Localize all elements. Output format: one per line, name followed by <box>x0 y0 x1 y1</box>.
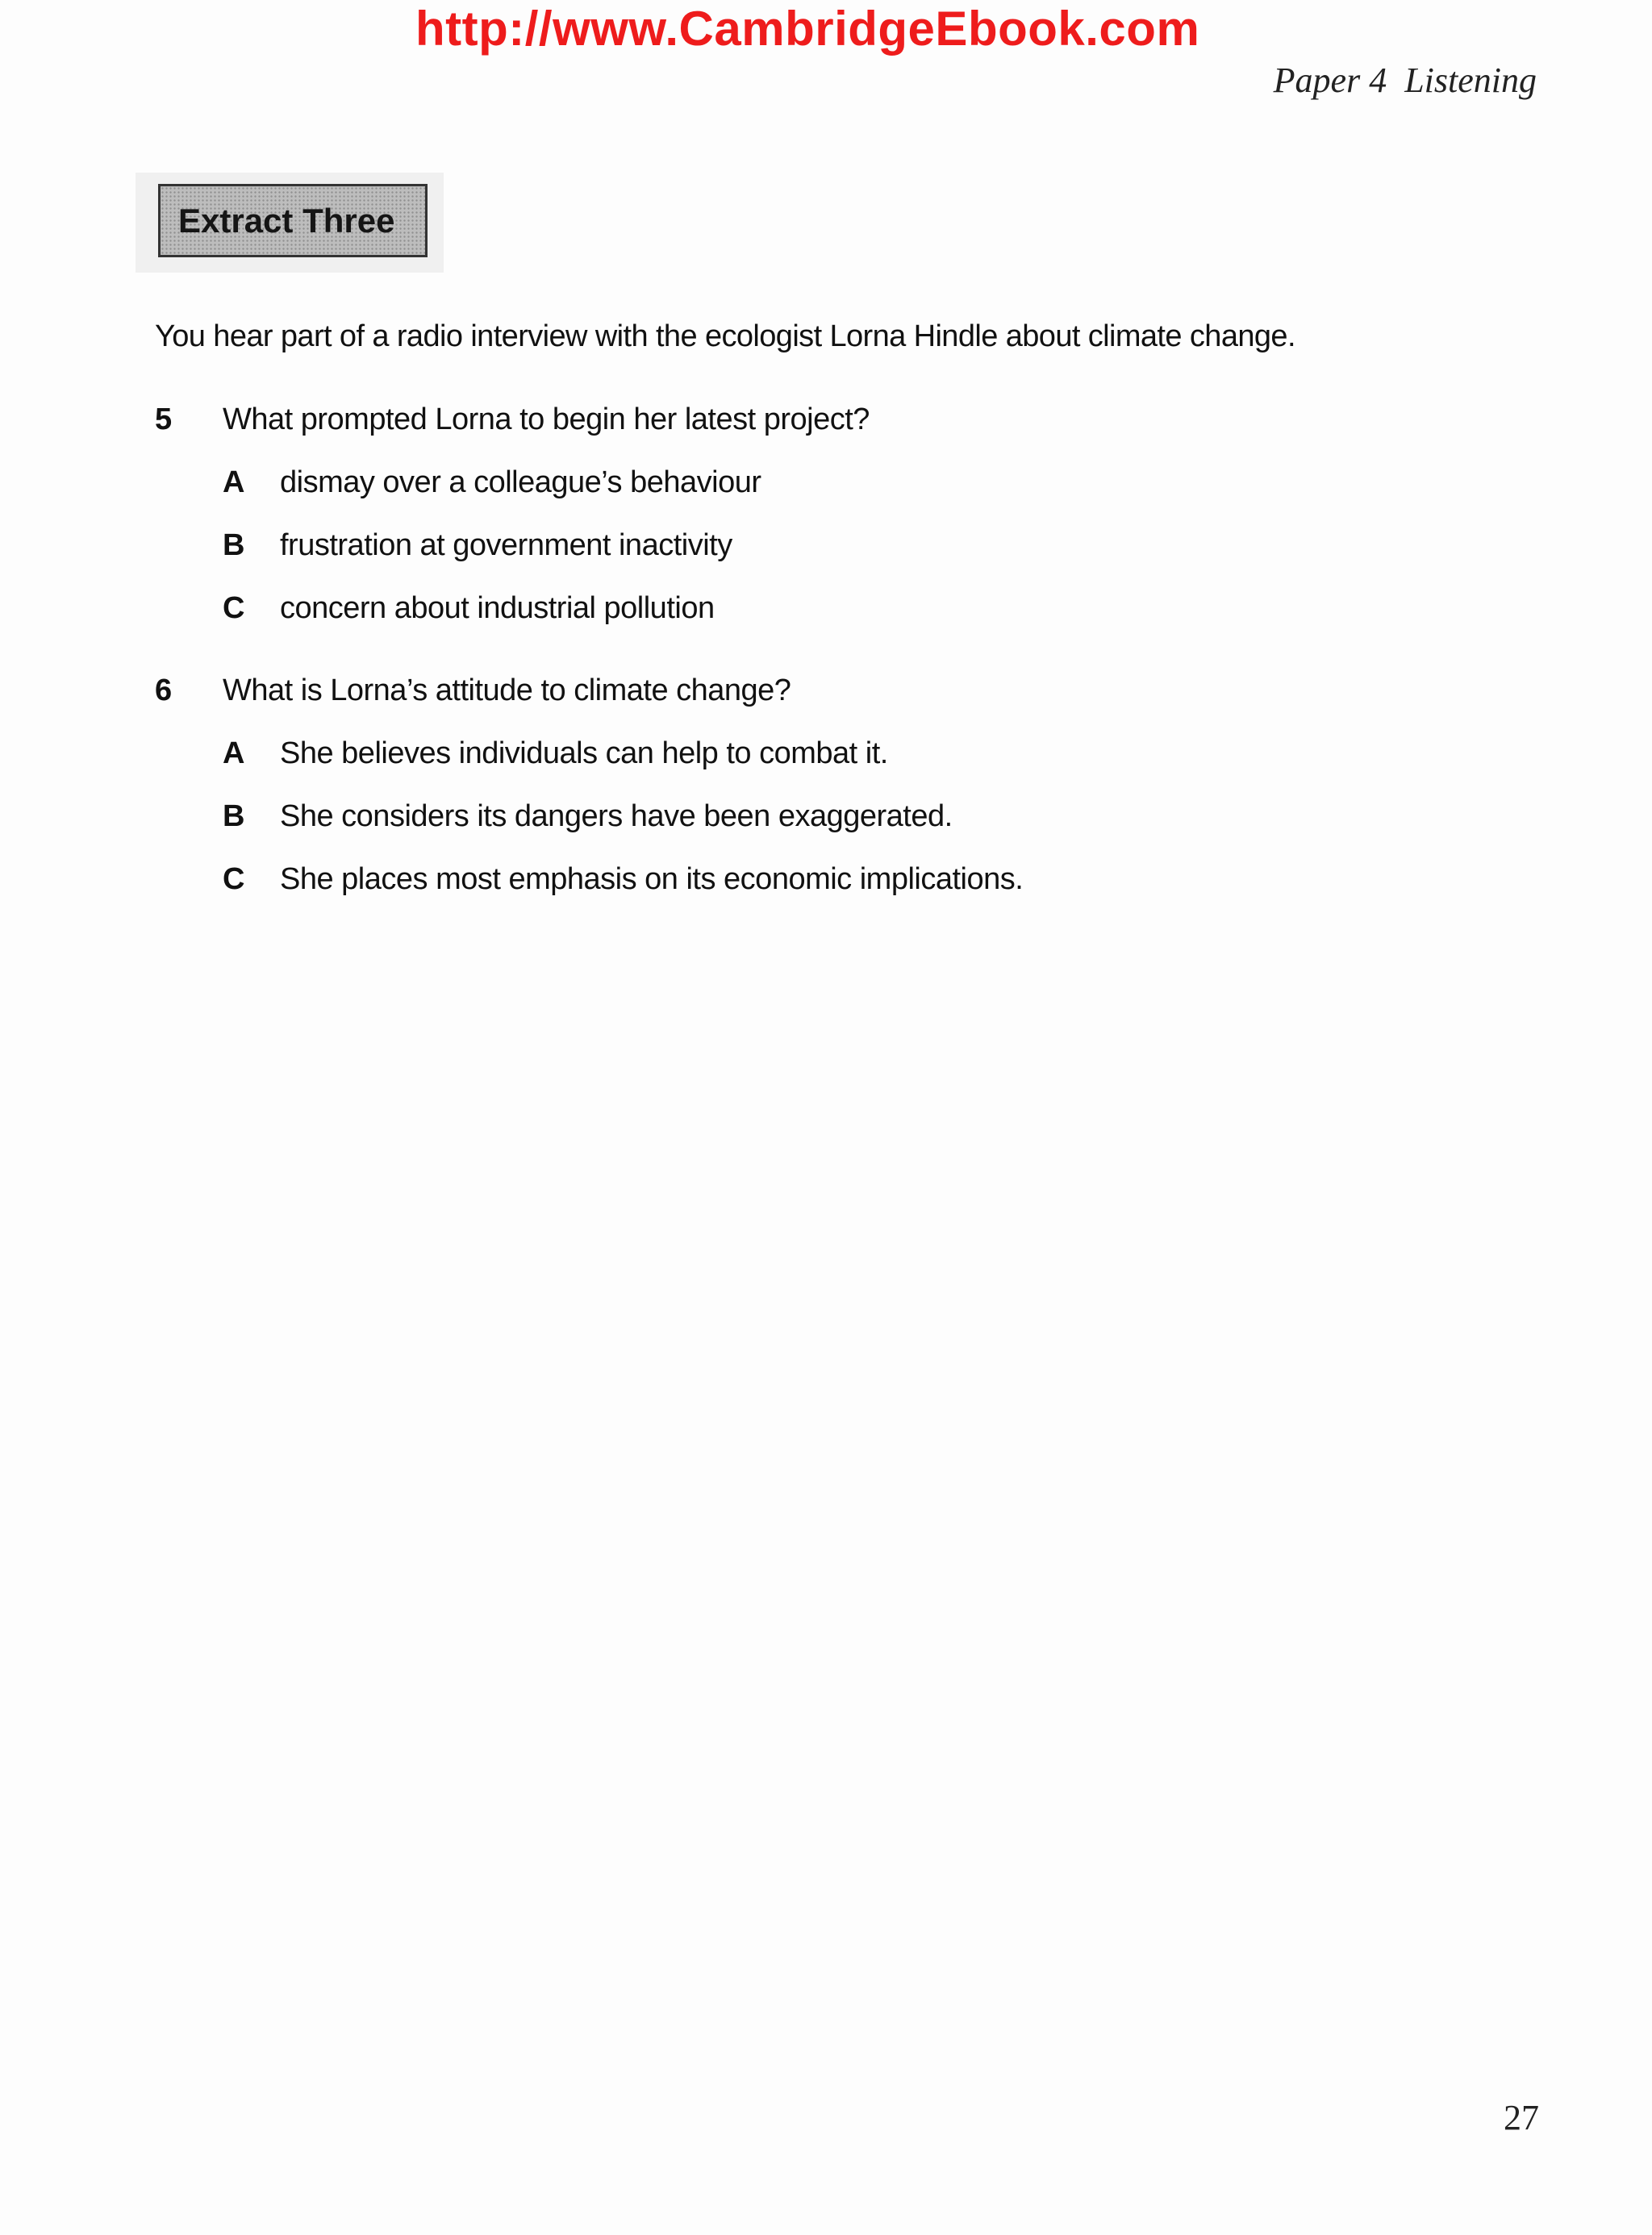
question-5 <box>155 398 1526 630</box>
option-text: concern about industrial pollution <box>280 591 715 625</box>
option-letter: C <box>223 862 244 896</box>
option-text: frustration at government inactivity <box>280 528 732 562</box>
question-6 <box>155 669 1526 901</box>
question-text: What is Lorna’s attitude to climate change? <box>223 673 791 707</box>
watermark-url: http://www.CambridgeEbook.com <box>415 2 1200 56</box>
option-c[interactable] <box>155 857 1526 901</box>
option-text: She believes individuals can help to combat it. <box>280 736 888 770</box>
section-label: Listening <box>1404 60 1537 100</box>
extract-intro: You hear part of a radio interview with the ecologist Lorna Hindle about climate change. <box>155 319 1295 353</box>
option-letter: B <box>223 528 244 562</box>
page-number: 27 <box>1504 2098 1539 2137</box>
option-b[interactable] <box>155 794 1526 838</box>
option-letter: A <box>223 736 244 770</box>
option-c[interactable] <box>155 586 1526 630</box>
option-letter: C <box>223 591 244 625</box>
paper-label: Paper 4 <box>1273 60 1387 100</box>
question-stem <box>155 398 1526 441</box>
option-b[interactable] <box>155 523 1526 567</box>
option-a[interactable] <box>155 461 1526 504</box>
extract-heading: Extract Three <box>158 184 428 257</box>
extract-heading-panel <box>136 173 444 273</box>
option-text: She places most emphasis on its economic implications. <box>280 862 1024 896</box>
question-number: 5 <box>155 402 172 436</box>
option-text: dismay over a colleague’s behaviour <box>280 465 761 499</box>
question-text: What prompted Lorna to begin her latest project? <box>223 402 870 436</box>
running-header <box>1274 56 1537 105</box>
question-stem <box>155 669 1526 712</box>
option-letter: A <box>223 465 244 499</box>
question-number: 6 <box>155 673 172 707</box>
option-text: She considers its dangers have been exaggerated. <box>280 799 953 833</box>
option-letter: B <box>223 799 244 833</box>
option-a[interactable] <box>155 732 1526 775</box>
